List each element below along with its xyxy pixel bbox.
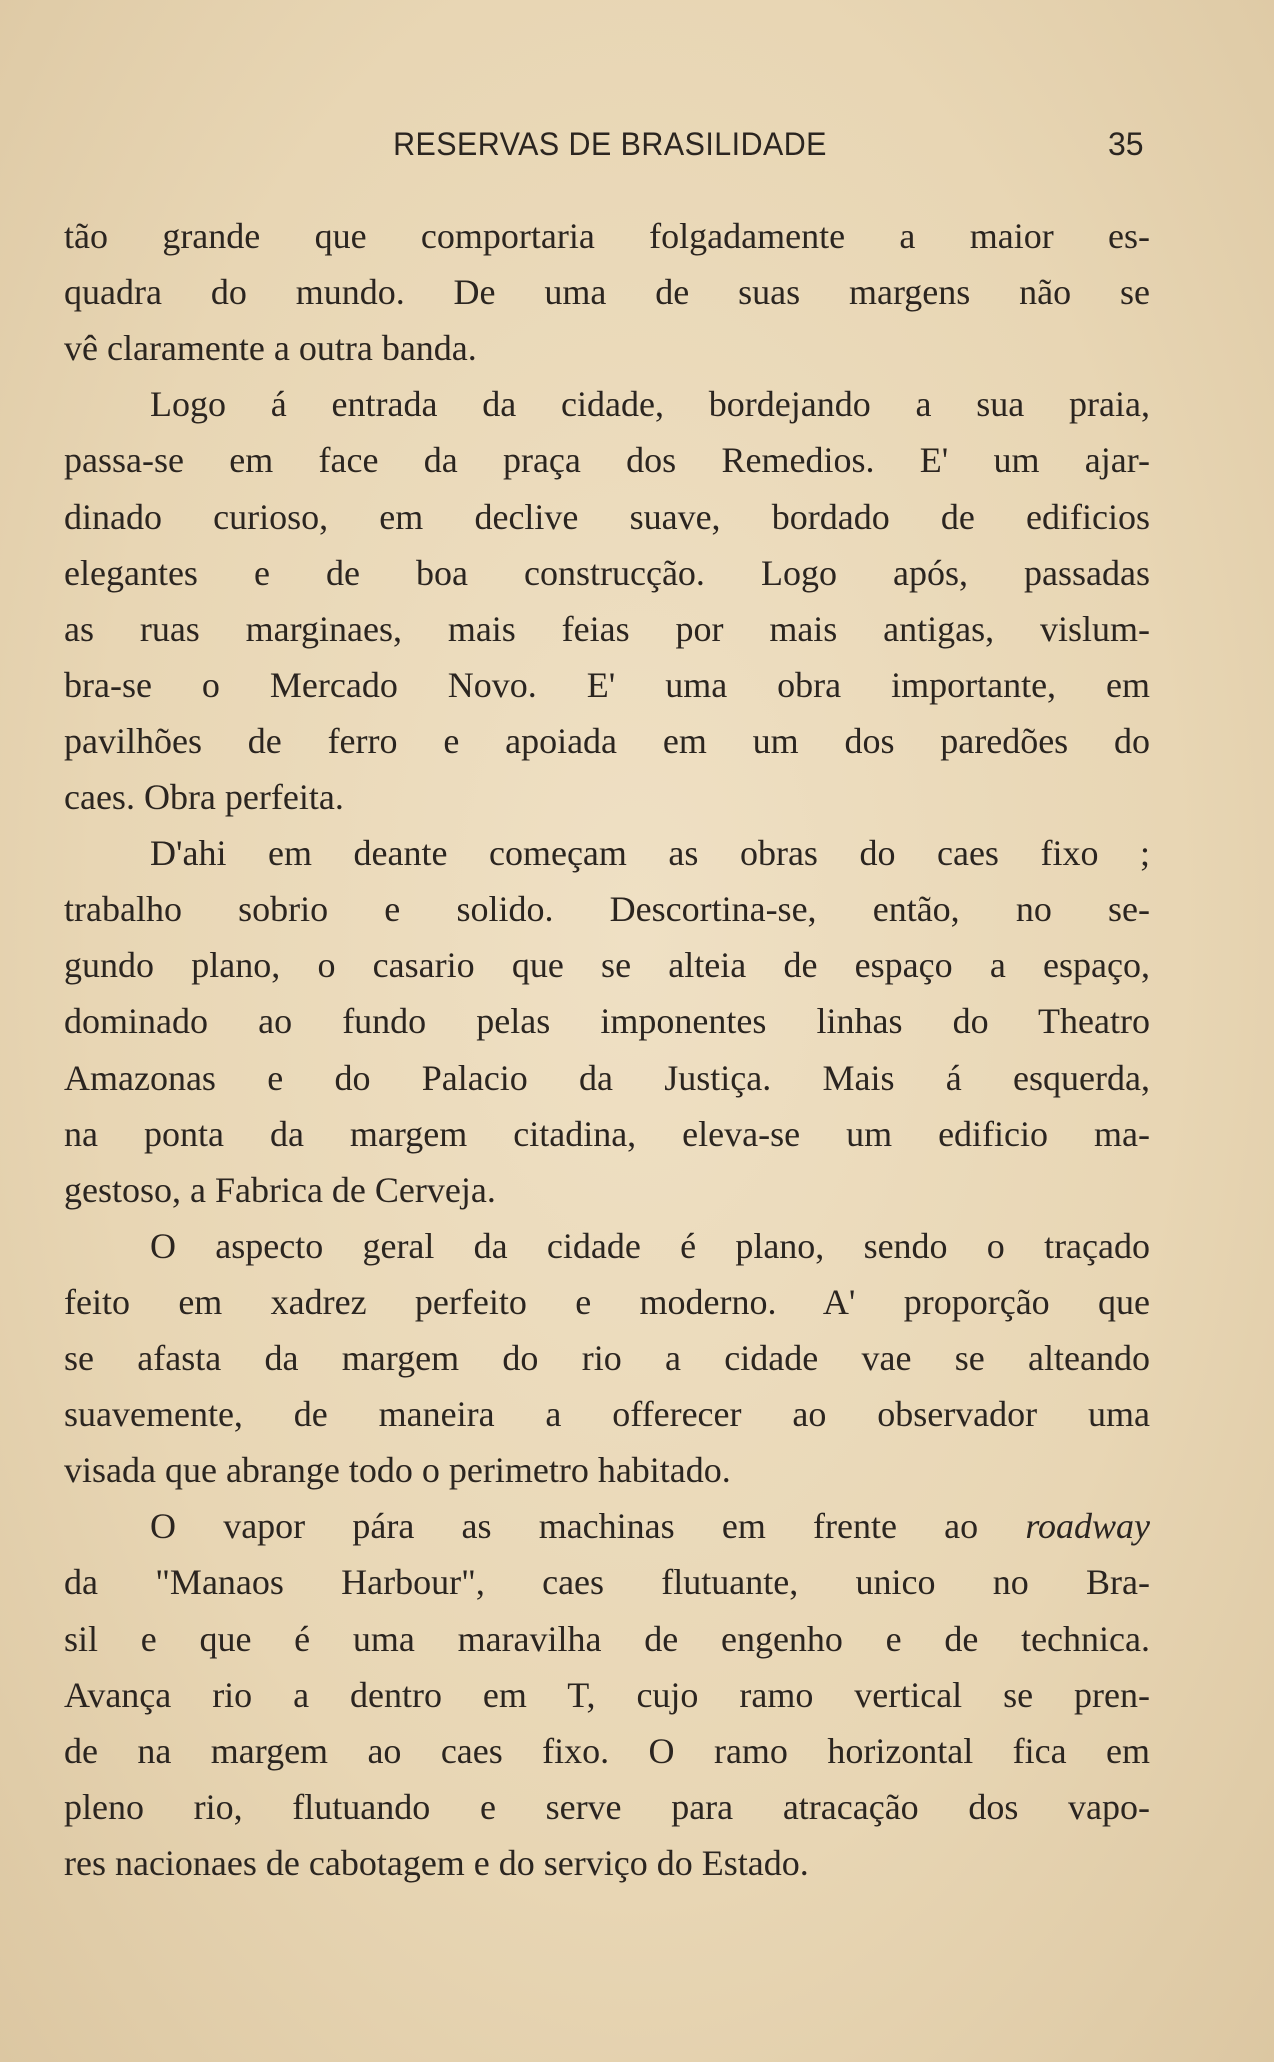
text-line: suavemente, de maneira a offerecer ao observador uma xyxy=(64,1394,1150,1435)
text-line: as ruas marginaes, mais feias por mais antigas, vislum- xyxy=(64,608,1150,649)
text-line: visada que abrange todo o perimetro habitado. xyxy=(64,1450,731,1491)
text-line: pavilhões de ferro e apoiada em um dos paredões do xyxy=(64,720,1150,761)
text-line: O aspecto geral da cidade é plano, sendo o traçado xyxy=(150,1225,1150,1266)
text-line: de na margem ao caes fixo. O ramo horizontal fica em xyxy=(64,1730,1150,1771)
text-line: gestoso, a Fabrica de Cerveja. xyxy=(64,1169,496,1210)
text-line: D'ahi em deante começam as obras do caes fixo ; xyxy=(150,833,1150,874)
text-line: tão grande que comportaria folgadamente a maior es- xyxy=(64,216,1150,256)
text-line: dominado ao fundo pelas imponentes linhas do Theatro xyxy=(64,1001,1150,1042)
text-line: dinado curioso, em declive suave, bordado de edificios xyxy=(64,496,1150,537)
text-line: gundo plano, o casario que se alteia de espaço a espaço, xyxy=(64,945,1150,986)
text-line: na ponta da margem citadina, eleva-se um edificio ma- xyxy=(64,1113,1150,1154)
text-line: Amazonas e do Palacio da Justiça. Mais á esquerda, xyxy=(64,1057,1150,1098)
text-line: feito em xadrez perfeito e moderno. A' proporção que xyxy=(64,1281,1150,1322)
text-line: Avança rio a dentro em T, cujo ramo vertical se pren- xyxy=(64,1674,1150,1715)
text-line: quadra do mundo. De uma de suas margens não se xyxy=(64,272,1150,313)
text-line: bra-se o Mercado Novo. E' uma obra importante, em xyxy=(64,664,1150,705)
text-line: trabalho sobrio e solido. Descortina-se, então, no se- xyxy=(64,889,1150,930)
text-line: passa-se em face da praça dos Remedios. E' um ajar- xyxy=(64,440,1150,481)
text-line xyxy=(150,1504,1150,1548)
text-line: da "Manaos Harbour", caes flutuante, unico no Bra- xyxy=(64,1562,1150,1603)
text-line: Logo á entrada da cidade, bordejando a sua praia, xyxy=(150,384,1150,425)
text-line: res nacionaes de cabotagem e do serviço do Estado. xyxy=(64,1842,809,1883)
text-line: sil e que é uma maravilha de engenho e de technica. xyxy=(64,1618,1150,1659)
text-segment: O vapor pára as machinas em frente ao xyxy=(150,1506,1026,1547)
running-title: RESERVAS DE BRASILIDADE xyxy=(393,126,827,162)
page-number: 35 xyxy=(1108,126,1144,162)
text-line: vê claramente a outra banda. xyxy=(64,328,477,369)
text-line: pleno rio, flutuando e serve para atracação dos vapo- xyxy=(64,1786,1150,1827)
text-line: se afasta da margem do rio a cidade vae se alteando xyxy=(64,1338,1150,1378)
text-line: caes. Obra perfeita. xyxy=(64,777,344,817)
text-line: elegantes e de boa construcção. Logo após, passadas xyxy=(64,552,1150,593)
running-header xyxy=(0,126,1274,170)
italic-term: roadway xyxy=(1025,1506,1150,1547)
